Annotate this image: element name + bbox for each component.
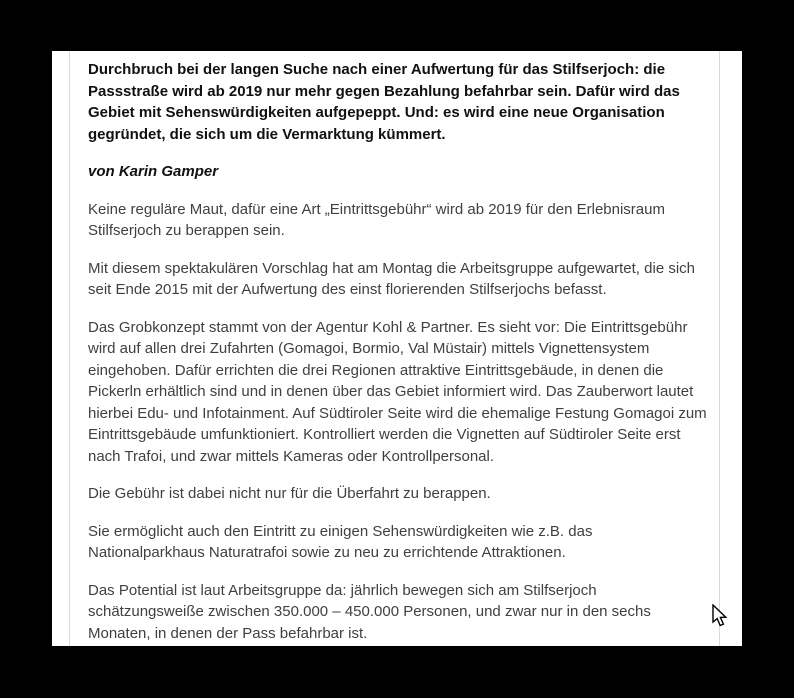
article-paragraph: Die Gebühr ist dabei nicht nur für die Überfahrt zu berappen. <box>88 485 491 502</box>
article-byline: von Karin Gamper <box>88 163 219 180</box>
article-paragraph: Mit diesem spektakulären Vorschlag hat am Montag die Arbeitsgruppe aufgewartet, die sich seit Ende 2015 mit der Aufwertung des einst florierenden Stilfserjochs befasst. <box>88 259 696 298</box>
article-page <box>52 51 742 646</box>
article-content-column <box>69 51 720 646</box>
article-lead-paragraph: Durchbruch bei der langen Suche nach einer Aufwertung für das Stilfserjoch: die Passstraße wird ab 2019 nur mehr gegen Bezahlung befahrbar sein. Dafür wird das Gebiet mit Sehenswürdigkeiten aufgepeppt. Und: es wird eine neue Organisation gegründet, die sich um die Vermarktung kümmert. <box>88 61 680 143</box>
article-paragraph: Keine reguläre Maut, dafür eine Art „Eintrittsgebühr“ wird ab 2019 für den Erlebnisraum Stilfserjoch zu berappen sein. <box>88 200 665 239</box>
article-paragraph: Das Potential ist laut Arbeitsgruppe da: jährlich bewegen sich am Stilfserjoch schätzungsweiße zwischen 350.000 – 450.000 Personen, und zwar nur in den sechs Monaten, in denen der Pass befahrbar ist. <box>88 581 651 642</box>
article-paragraph: Das Grobkonzept stammt von der Agentur Kohl & Partner. Es sieht vor: Die Eintrittsgebühr wird auf allen drei Zufahrten (Gomagoi, Bormio, Val Müstair) mittels Vignettensystem eingehoben. Dafür errichten die drei Regionen attraktive Eintrittsgebäude, in denen die Pickerln erhältlich sind und in denen über das Gebiet informiert wird. Das Zauberwort lautet hierbei Edu- und Infotainment. Auf Südtiroler Seite wird die ehemalige Festung Gomagoi zum Eintrittsgebäude umfunktioniert. Kontrolliert werden die Vignetten auf Südtiroler Seite erst nach Trafoi, und zwar mittels Kameras oder Kontrollpersonal. <box>88 318 707 465</box>
article-body <box>70 51 719 644</box>
article-paragraph: Sie ermöglicht auch den Eintritt zu einigen Sehenswürdigkeiten wie z.B. das Nationalparkhaus Naturatrafoi sowie zu neu zu errichtende Attraktionen. <box>88 522 593 561</box>
